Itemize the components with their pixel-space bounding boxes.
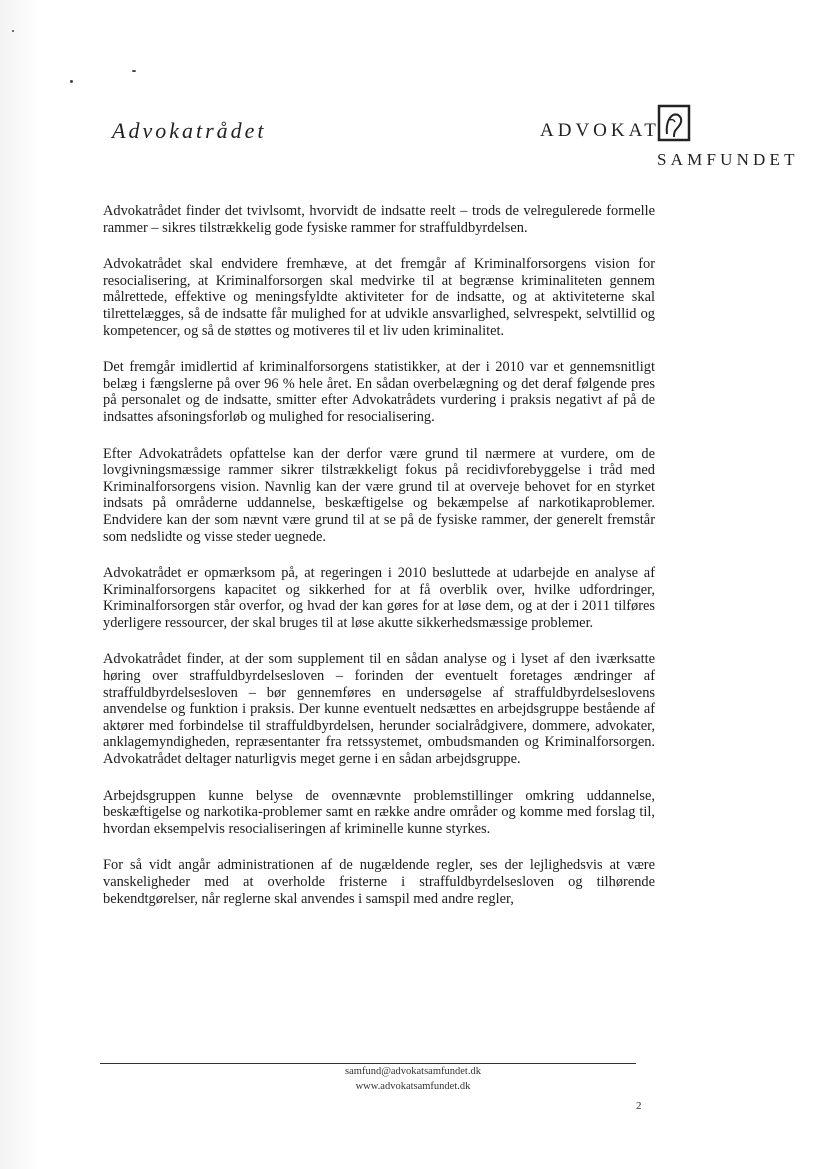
page-number: 2 (636, 1100, 642, 1112)
header-title: Advokatrådet (112, 118, 267, 143)
scan-speck (70, 80, 73, 83)
letter-body (103, 203, 655, 907)
paragraph: Arbejdsgruppen kunne belyse de ovennævnte problemstillinger omkring uddannelse, beskæftigelse og narkotika-problemer samt en række andre områder og komme med forslag til, hvordan eksempelvis resocialiseringen af kriminelle kunne styrkes. (103, 787, 655, 837)
paragraph: For så vidt angår administrationen af de nugældende regler, ses der lejlighedsvis at være vanskeligheder med at overholde fristerne i straffuldbyrdelsesloven og tilhørende bekendtgørelser, når reglerne skal anvendes i samspil med andre regler, (103, 857, 655, 907)
paragraph: Advokatrådet finder det tvivlsomt, hvorvidt de indsatte reelt – trods de velregulerede formelle rammer – sikres tilstrækkelig gode fysiske rammer for straffuldbyrdelsen. (103, 203, 655, 236)
scan-speck (132, 70, 136, 72)
logo-text-advokat: ADVOKAT (540, 120, 660, 141)
footer-divider (100, 1063, 636, 1064)
paragraph: Advokatrådet finder, at der som supplement til en sådan analyse og i lyset af den iværksatte høring over straffuldbyrdelsesloven – forinden der eventuelt foretages ændringer af straffuldbyrdelsesloven – bør gennemføres en undersøgelse af straffuldbyrdelseslovens anvendelse og funktion i praksis. Der kunne eventuelt nedsættes en arbejdsgruppe bestående af aktører med forbindelse til straffuldbyrdelsen, herunder socialrådgivere, dommere, advokater, anklagemyndigheden, repræsentanter fra retssystemet, ombudsmanden og Kriminalforsorgen. Advokatrådet deltager naturligvis meget gerne i en sådan arbejdsgruppe. (103, 651, 655, 768)
paragraph: Advokatrådet skal endvidere fremhæve, at det fremgår af Kriminalforsorgens vision for resocialisering, at Kriminalforsorgen skal medvirke til at begrænse kriminaliteten gennem målrettede, effektive og meningsfyldte aktiviteter for de indsatte, og at aktiviteterne skal tilrettelægges, så de indsatte får mulighed for at udvikle ansvarlighed, selvrespekt, selvtillid og kompetencer, og så de støttes og motiveres til et liv uden kriminalitet. (103, 256, 655, 339)
paragraph: Efter Advokatrådets opfattelse kan der derfor være grund til nærmere at vurdere, om de lovgivningsmæssige rammer sikrer tilstrækkeligt fokus på recidivforebyggelse i tråd med Kriminalforsorgens vision. Navnlig kan der være grund til at overveje behovet for en styrket indsats på områderne uddannelse, beskæftigelse og bekæmpelse af narkotikaproblemer. Endvidere kan der som nævnt være grund til at se på de fysiske rammer, der generelt fremstår som nedslidte og visse steder uegnede. (103, 445, 655, 545)
scan-speck (12, 30, 14, 32)
paragraph: Advokatrådet er opmærksom på, at regeringen i 2010 besluttede at udarbejde en analyse af Kriminalforsorgens kapacitet og sikkerhed for at få overblik over, hvilke udfordringer, Kriminalforsorgen står overfor, og hvad der kan gøres for at løse dem, og at der i 2011 tilføres yderligere ressourcer, der skal bruges til at løse akutte sikkerhedsmæssige problemer. (103, 565, 655, 631)
logo-text-samfundet: SAMFUNDET (657, 150, 799, 169)
scan-shadow (0, 0, 40, 1169)
logo-emblem-icon (657, 104, 691, 142)
paragraph: Det fremgår imidlertid af kriminalforsorgens statistikker, at der i 2010 var et gennemsnitligt belæg i fængslerne på over 96 % hele året. En sådan overbelægning og det deraf følgende pres på personalet og de indsatte, smitter efter Advokatrådets vurdering i praksis negativt af på de indsattes afsoningsforløb og mulighed for resocialisering. (103, 359, 655, 425)
footer-website: www.advokatsamfundet.dk (355, 1081, 471, 1092)
footer-email: samfund@advokatsamfundet.dk (345, 1066, 481, 1077)
advokatsamfundet-logo (540, 104, 805, 174)
